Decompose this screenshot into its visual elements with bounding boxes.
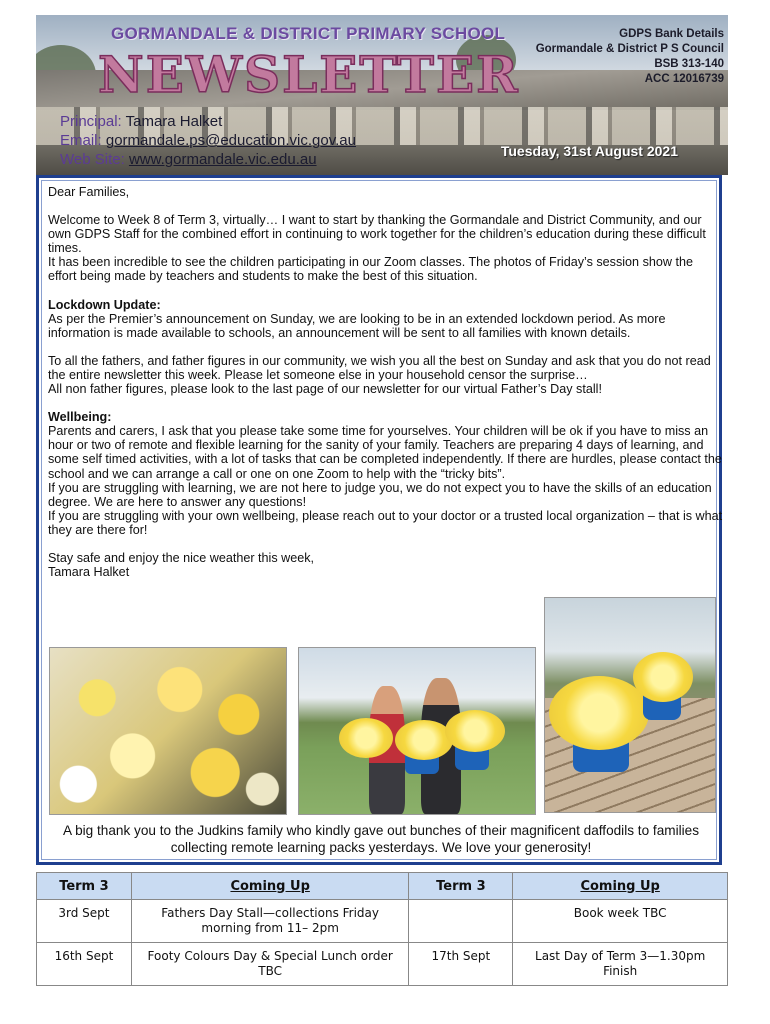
welcome-paragraph: Welcome to Week 8 of Term 3, virtually… I want to start by thanking the Gormandale and District Community, and our own GDPS Staff for the combined effort in continuing to work together for the children’s education during these difficult times. xyxy=(48,213,706,256)
fathers-day-paragraph: To all the fathers, and father figures in our community, we wish you all the best on Sunday and ask that you do not read the entire newsletter this week. Please let someone else in your household censor the surprise… xyxy=(48,353,711,382)
column-header-coming-up xyxy=(131,873,409,900)
table-cell-event: Fathers Day Stall—collections Friday morning from 11– 2pm xyxy=(131,900,409,943)
fathers-day-stall-paragraph: All non father figures, please look to the last page of our newsletter for our virtual Father’s Day stall! xyxy=(48,382,602,397)
school-name: GORMANDALE & DISTRICT PRIMARY SCHOOL xyxy=(111,24,506,43)
website-line xyxy=(60,150,356,169)
daffodil-bunch xyxy=(633,652,693,702)
newsletter-title: NEWSLETTER xyxy=(98,45,520,104)
column-header-text: Coming Up xyxy=(230,878,310,894)
daffodils-photo xyxy=(49,647,287,815)
greeting: Dear Families, xyxy=(48,185,130,199)
bank-details-title: GDPS Bank Details xyxy=(619,28,724,40)
signature: Tamara Halket xyxy=(48,565,130,580)
table-cell-date: 16th Sept xyxy=(37,943,132,986)
column-header-term: Term 3 xyxy=(409,873,513,900)
table-row xyxy=(37,943,728,986)
lockdown-paragraph: As per the Premier’s announcement on Sunday, we are looking to be in an extended lockdown period. As more information is made available to schools, an announcement will be sent to all families with known details. xyxy=(48,311,666,340)
signoff: Stay safe and enjoy the nice weather this week, xyxy=(48,550,315,565)
bank-account-name: Gormandale & District P S Council xyxy=(535,43,724,55)
issue-date: Tuesday, 31st August 2021 xyxy=(500,143,678,159)
email-link[interactable]: gormandale.ps@education.vic.gov.au xyxy=(105,132,356,149)
lockdown-heading: Lockdown Update: xyxy=(48,297,161,312)
wellbeing-heading: Wellbeing: xyxy=(48,410,112,425)
bank-bsb: BSB 313-140 xyxy=(654,58,724,70)
bank-details xyxy=(536,27,724,87)
photo-caption: A big thank you to the Judkins family who kindly gave out bunches of their magnificent daffodils to families collecting remote learning packs yesterdays. We love your generosity! xyxy=(63,823,699,855)
column-header-text: Coming Up xyxy=(580,878,660,894)
bank-account-number: ACC 12016739 xyxy=(644,73,724,85)
table-header-row xyxy=(37,873,728,900)
website-label: Web Site: xyxy=(60,151,125,168)
daffodil-bunch xyxy=(395,720,453,760)
letter-body xyxy=(48,185,724,579)
contact-block xyxy=(60,112,356,169)
daffodil-bunch xyxy=(549,676,649,750)
wellbeing-paragraph: Parents and carers, I ask that you please take some time for yourselves. Your children will be ok if you have to miss an hour or two of remote and flexible learning for the sanity of your family. Teachers are preparing 4 days of learning, and some self timed activities, with a lot of tasks that can be completed independently. If there are hurdles, please contact the school and we can arrange a call or one on one Zoom to help with the “tricky bits”. xyxy=(48,424,722,481)
personal-wellbeing-paragraph: If you are struggling with your own wellbeing, please reach out to your doctor or a trusted local organization – that is what they are there for! xyxy=(48,508,723,537)
daffodil-bunch xyxy=(339,718,393,758)
daffodil-bunch xyxy=(445,710,505,752)
letter-box xyxy=(36,175,722,865)
table-cell-event: Last Day of Term 3—1.30pm Finish xyxy=(513,943,728,986)
email-line xyxy=(60,131,356,150)
daffodils-on-bench-photo xyxy=(544,597,716,813)
learning-support-paragraph: If you are struggling with learning, we are not here to judge you, we do not expect you to have the skills of an education degree. We are here to answer any questions! xyxy=(48,480,712,509)
table-row xyxy=(37,900,728,943)
website-link[interactable]: www.gormandale.vic.edu.au xyxy=(128,151,317,168)
table-cell-date: 3rd Sept xyxy=(37,900,132,943)
column-header-term: Term 3 xyxy=(37,873,132,900)
table-cell-date xyxy=(409,900,513,943)
zoom-paragraph: It has been incredible to see the children participating in our Zoom classes. The photos of Friday’s session show the effort being made by teachers and students to make the best of this situation. xyxy=(48,255,693,284)
children-with-daffodils-photo xyxy=(298,647,536,815)
principal-name: Tamara Halket xyxy=(125,113,223,130)
header-banner xyxy=(36,15,728,175)
table-cell-date: 17th Sept xyxy=(409,943,513,986)
email-label: Email: xyxy=(60,132,102,149)
column-header-coming-up xyxy=(513,873,728,900)
table-cell-event: Footy Colours Day & Special Lunch order TBC xyxy=(131,943,409,986)
table-cell-event: Book week TBC xyxy=(513,900,728,943)
principal-label: Principal: xyxy=(60,113,122,130)
principal-line xyxy=(60,112,356,131)
term-calendar-table xyxy=(36,872,728,986)
